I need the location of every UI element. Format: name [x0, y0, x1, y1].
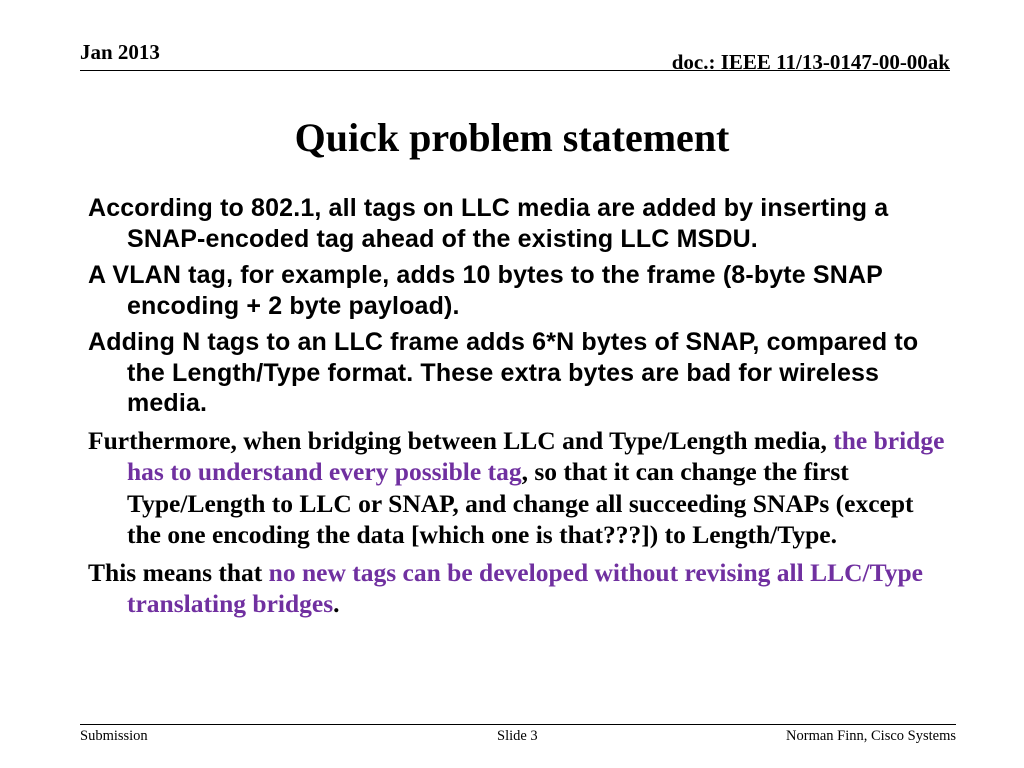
slide-title: Quick problem statement	[294, 115, 730, 160]
bullet-llc-tags: According to 802.1, all tags on LLC media are added by inserting a SNAP-encoded tag ahead of the existing LLC MSDU.	[88, 194, 889, 253]
header-date: Jan 2013	[80, 40, 160, 64]
bullet-conclusion	[88, 557, 948, 620]
conclusion-highlight: no new tags can be developed without revising all LLC/Type translating bridges	[127, 557, 923, 618]
footer-author: Norman Finn, Cisco Systems	[786, 728, 956, 744]
footer-divider	[80, 724, 956, 725]
bridging-text-start: Furthermore, when bridging between LLC and Type/Length media,	[88, 425, 834, 455]
conclusion-text-start: This means that	[88, 557, 269, 587]
header-doc-id: doc.: IEEE 11/13-0147-00-00ak	[671, 50, 950, 74]
slide-body	[88, 193, 948, 626]
conclusion-text-end: .	[333, 589, 340, 618]
bridging-text-end: , so that it can change the first Type/Length to LLC or SNAP, and change all succeeding SNAPs (except the one encoding the data [which one is that???]) to Length/Type.	[127, 457, 914, 549]
header-divider	[80, 70, 950, 71]
footer-submission: Submission	[80, 728, 148, 744]
bullet-bridging	[88, 425, 948, 551]
bridging-highlight: the bridge has to understand every possible tag	[127, 425, 945, 486]
footer-slide-number: Slide 3	[497, 728, 538, 744]
bullet-vlan-tag: A VLAN tag, for example, adds 10 bytes to the frame (8-byte SNAP encoding + 2 byte payload).	[88, 261, 883, 320]
bullet-n-tags: Adding N tags to an LLC frame adds 6*N bytes of SNAP, compared to the Length/Type format. These extra bytes are bad for wireless media.	[88, 328, 919, 417]
